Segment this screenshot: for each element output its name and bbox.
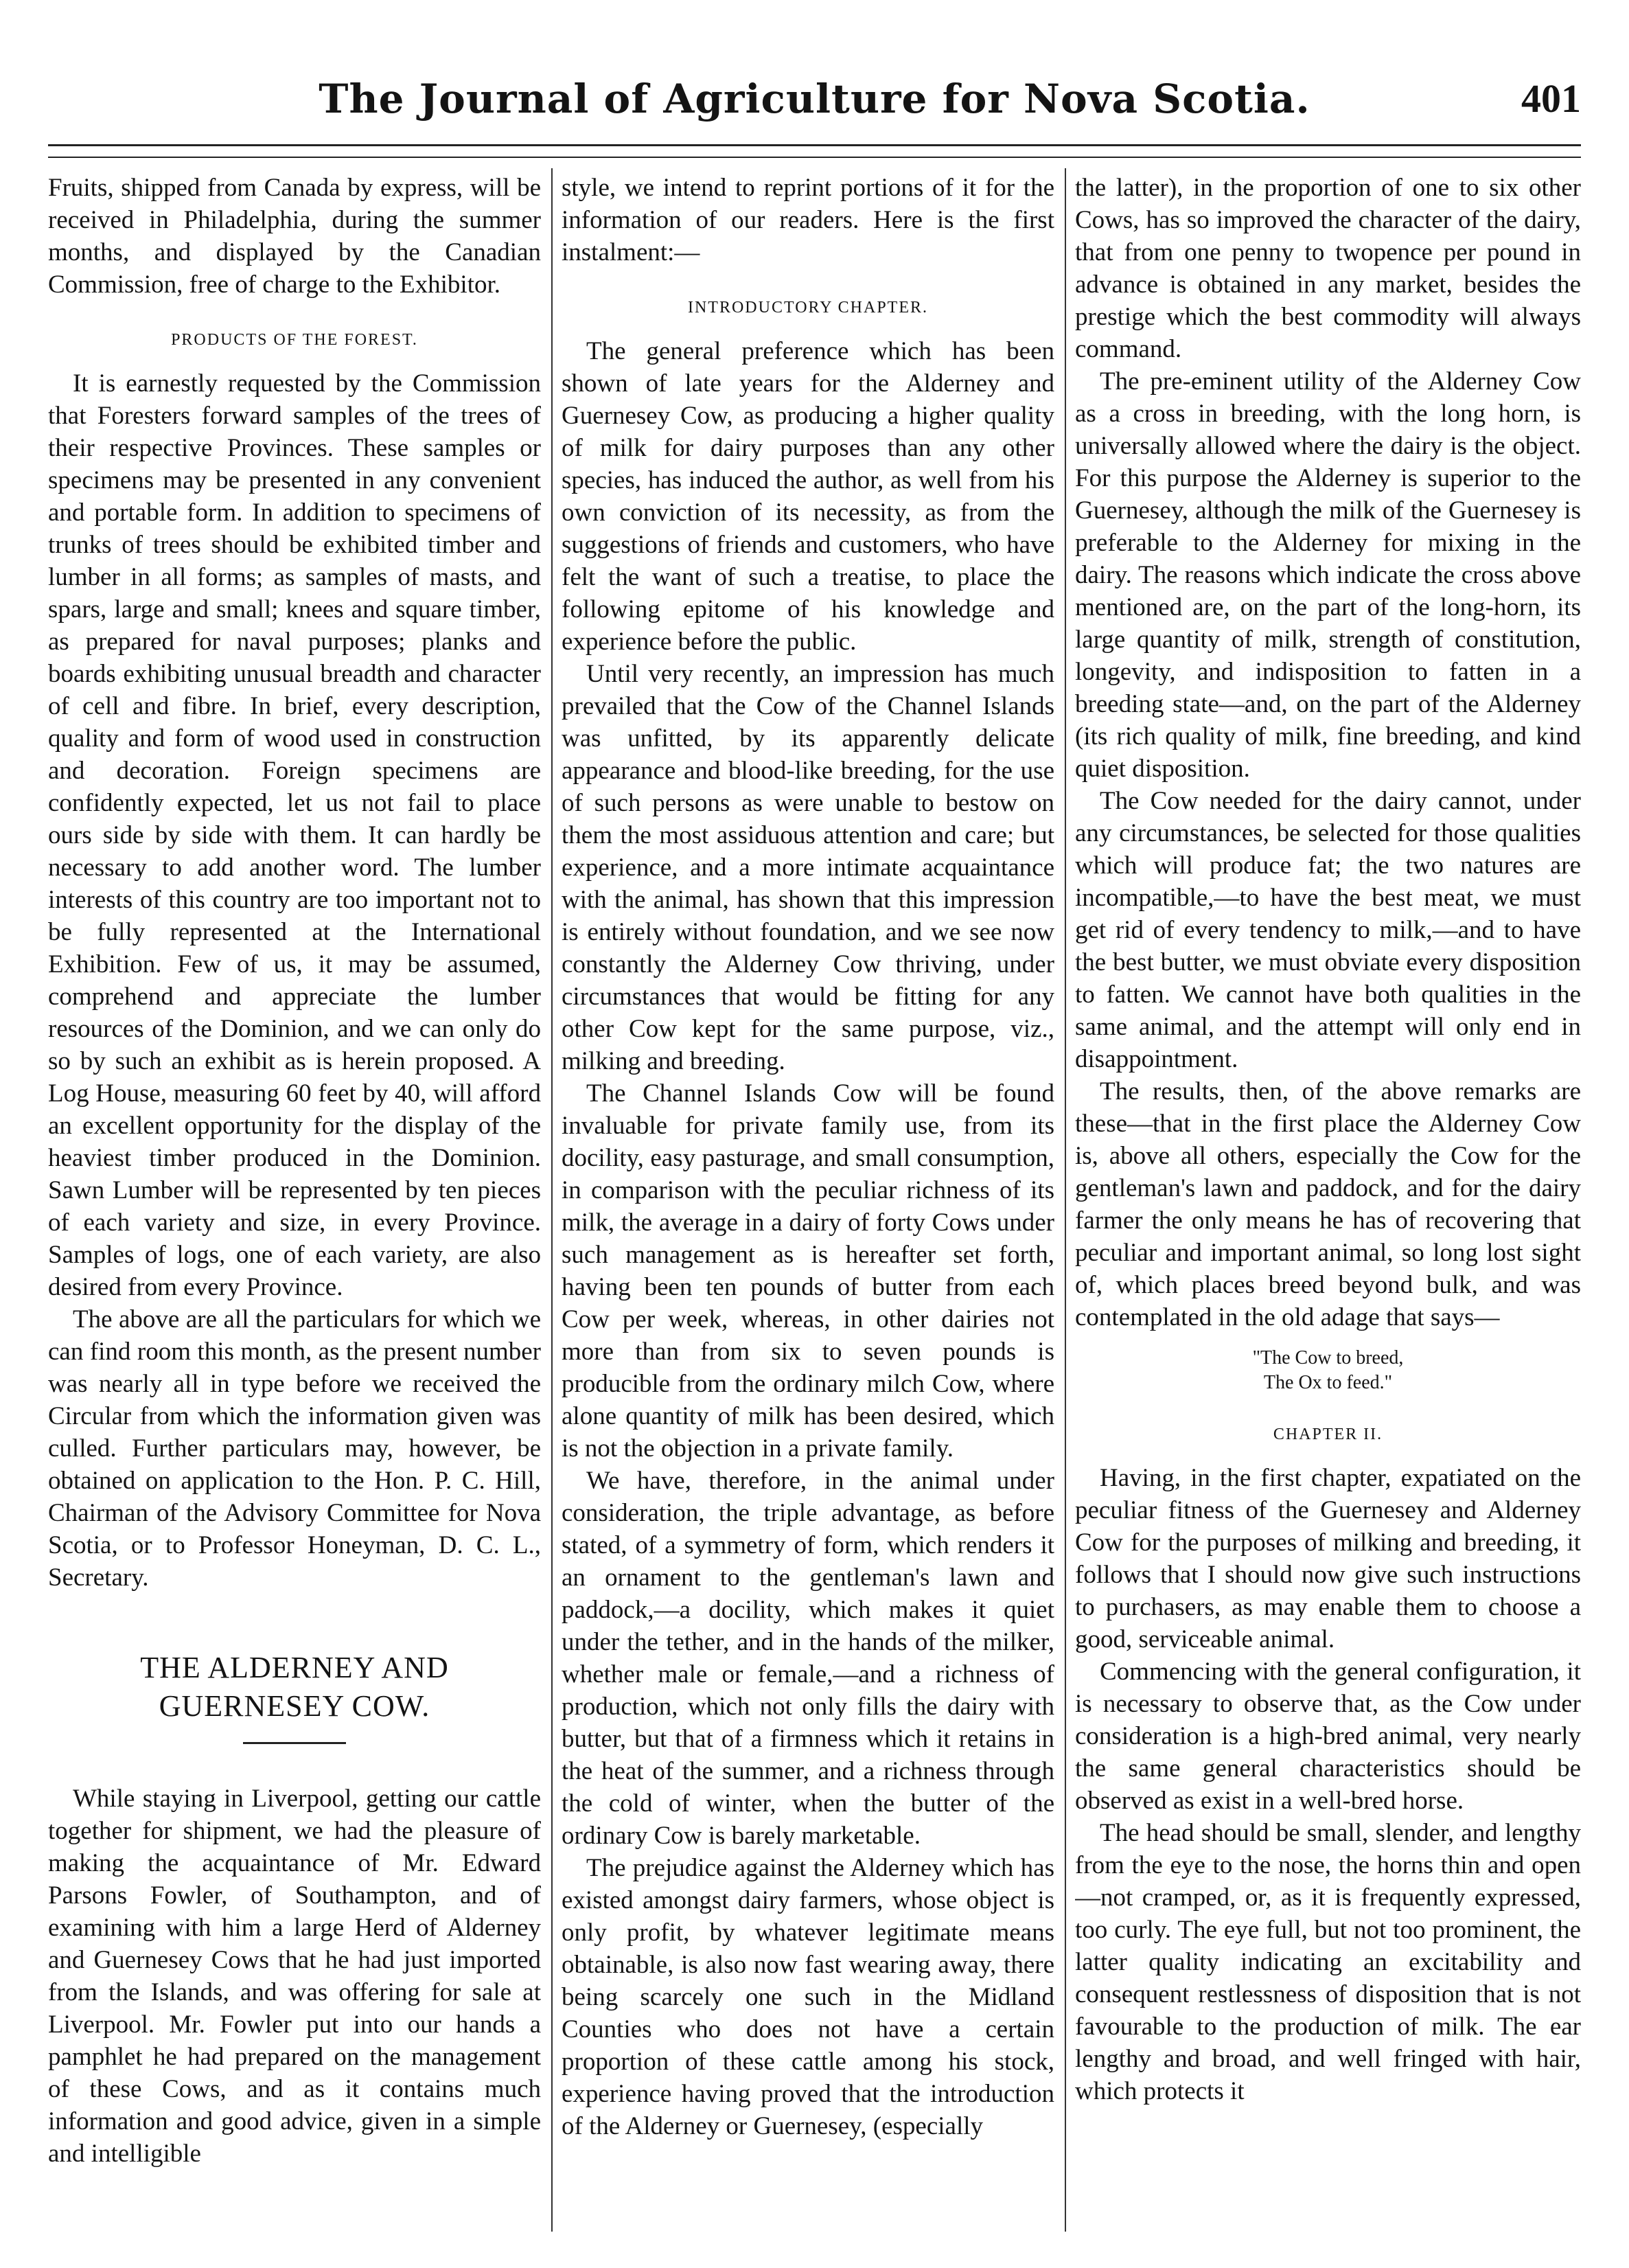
paragraph-channel-islands-cow: The Channel Islands Cow will be found invaluable for private family use, from its docility, easy pasturage, and small consumption, in comparison with the peculiar richness of its milk, the average in a dairy of forty Cows under such management as is hereafter set forth, having been ten pounds of butter from each Cow per week, whereas, in other dairies not more than from six to seven pounds is producible from the ordinary milch Cow, where alone quantity of milk has been desired, which is not the objection in a private family.	[562, 1079, 1054, 1463]
paragraph-liverpool: While staying in Liverpool, getting our cattle together for shipment, we had the pleasure of making the acquaintance of Mr. Edward Parsons Fowler, of Southampton, and of examining with him a large Herd of Alderney and Guernesey Cows that he had just imported from the Islands, and was offering for sale at Liverpool. Mr. Fowler put into our hands a pamphlet he had prepared on the management of these Cows, and as it contains much information and good advice, given in a simple and intelligible	[48, 1785, 541, 2168]
subhead-introductory-chapter: INTRODUCTORY CHAPTER.	[687, 299, 929, 317]
paragraph-first-chapter: Having, in the first chapter, expatiated on the peculiar fitness of the Guernesey and Alderney Cow for the purposes of milking and breeding, it follows that I should now give such instructions to purchasers, as may enable them to choose a good, serviceable animal.	[1075, 1464, 1581, 1653]
article-title: THE ALDERNEY AND GUERNESEY COW.	[140, 1651, 449, 1723]
page-number: 401	[1521, 76, 1581, 121]
paragraph-latter-continued: the latter), in the proportion of one to six other Cows, has so improved the character of the dairy, that from one penny to twopence per pound in advance is obtained in any market, besides the prestige which the best commodity will always command.	[1075, 174, 1581, 363]
journal-title: The Journal of Agriculture for Nova Scotia.	[319, 76, 1310, 122]
paragraph-particulars: The above are all the particulars for which we can find room this month, as the present number was nearly all in type before we received the Circular from which the information given was culled. Further particulars may, however, be obtained on application to the Hon. P. C. Hill, Chairman of the Advisory Committee for Nova Scotia, or to Professor Honeyman, D. C. L., Secretary.	[48, 1305, 541, 1592]
paragraph-prejudice: The prejudice against the Alderney which has existed amongst dairy farmers, whose object is only profit, by whatever legitimate means obtainable, is also now fast wearing away, there being scarcely one such in the Midland Counties who does not have a certain proportion of these cattle among his stock, experience having proved that the introduction of the Alderney or Guernesey, (especially	[562, 1854, 1054, 2140]
column-3	[1075, 172, 1581, 2232]
header-rule	[48, 144, 1581, 146]
title-rule	[243, 1742, 346, 1744]
paragraph-cow-needed: The Cow needed for the dairy cannot, under any circumstances, be selected for those qualities which will produce fat; the two natures are incompatible,—to have the best meat, we must get rid of every tendency to milk,—and to have the best butter, we must obviate every disposition to fatten. We cannot have both qualities in the same animal, and the attempt will only end in disappointment.	[1075, 787, 1581, 1073]
adage-line-1: "The Cow to breed,	[1252, 1347, 1404, 1368]
paragraph-general-preference: The general preference which has been shown of late years for the Alderney and Guernesey Cow, as producing a higher quality of milk for dairy purposes than any other species, has induced the author, as well from his own conviction of its necessity, as from the suggestions of friends and customers, who have felt the want of such a treatise, to place the following epitome of his knowledge and experience before the public.	[562, 337, 1054, 656]
paragraph-pre-eminent-utility: The pre-eminent utility of the Alderney Cow as a cross in breeding, with the long horn, is universally allowed where the dairy is the object. For this purpose the Alderney is superior to the Guernesey, although the milk of the Guernesey is preferable to the Alderney for mixing in the dairy. The reasons which indicate the cross above mentioned are, on the part of the long-horn, its large quantity of milk, strength of constitution, longevity, and indisposition to fatten in a breeding state—and, on the part of the Alderney (its rich quality of milk, fine breeding, and kind quiet disposition.	[1075, 367, 1581, 783]
column-divider-1	[551, 168, 553, 2232]
masthead	[48, 69, 1581, 144]
adage-verse	[1075, 1346, 1581, 1395]
paragraph-configuration: Commencing with the general configuration, it is necessary to observe that, as the Cow under consideration is a high-bred animal, very nearly the same general characteristics should be observed as exist in a well-bred horse.	[1075, 1658, 1581, 1815]
paragraph-triple-advantage: We have, therefore, in the animal under consideration, the triple advantage, as before stated, of a symmetry of form, which renders it an ornament to the gentleman's lawn and paddock,—a docility, which makes it quiet under the tether, and in the hands of the milker, whether male or female,—and a richness of production, which not only fills the dairy with butter, but that of a firmness which it retains in the heat of the summer, and a richness through the cold of winter, when the butter of the ordinary Cow is barely marketable.	[562, 1467, 1054, 1850]
paragraph-results: The results, then, of the above remarks are these—that in the first place the Alderney Cow is, above all others, especially the Cow for the gentleman's lawn and paddock, and for the dairy farmer the only means he has of recovering that peculiar and important animal, so long lost sight of, which places breed beyond bulk, and was contemplated in the old adage that says—	[1075, 1077, 1581, 1331]
column-divider-2	[1065, 168, 1066, 2232]
paragraph-head: The head should be small, slender, and lengthy from the eye to the nose, the horns thin and open—not cramped, or, as it is frequently expressed, too curly. The eye full, but not too prominent, the latter quality indicating an excitability and consequent restlessness of disposition that is not favourable to the production of milk. The ear lengthy and broad, and well fringed with hair, which protects it	[1075, 1819, 1581, 2105]
paragraph-style-continued: style, we intend to reprint portions of it for the information of our readers. Here is the first instalment:—	[562, 174, 1054, 266]
adage-line-2: The Ox to feed."	[1263, 1372, 1393, 1393]
paragraph-fruits: Fruits, shipped from Canada by express, will be received in Philadelphia, during the summer months, and displayed by the Canadian Commission, free of charge to the Exhibitor.	[48, 174, 541, 299]
header-rule-secondary	[48, 157, 1581, 158]
subhead-chapter-ii: CHAPTER II.	[1273, 1425, 1383, 1443]
paragraph-forest-samples: It is earnestly requested by the Commission that Foresters forward samples of the trees of their respective Provinces. These samples or specimens may be presented in any convenient and portable form. In addition to specimens of trunks of trees should be exhibited timber and lumber in all forms; as samples of masts, and spars, large and small; knees and square timber, as prepared for naval purposes; planks and boards exhibiting unusual breadth and character of cell and fibre. In brief, every description, quality and form of wood used in construction and decoration. Foreign specimens are confidently expected, let us not fail to place ours side by side with them. It can hardly be necessary to add another word. The lumber interests of this country are too important not to be fully represented at the International Exhibition. Few of us, it may be assumed, comprehend and appreciate the lumber resources of the Dominion, and we can only do so by such an exhibit as is herein proposed. A Log House, measuring 60 feet by 40, will afford an excellent opportunity for the display of the heaviest timber produced in the Dominion. Sawn Lumber will be represented by ten pieces of each variety and size, in every Province. Samples of logs, one of each variety, are also desired from every Province.	[48, 369, 541, 1301]
paragraph-until-recently: Until very recently, an impression has much prevailed that the Cow of the Channel Islands was unfitted, by its apparently delicate appearance and blood-like breeding, for the use of such persons as were unable to bestow on them the most assiduous attention and care; but experience, and a more intimate acquaintance with the animal, has shown that this impression is entirely without foundation, and we see now constantly the Alderney Cow thriving, under circumstances that would be fitting for any other Cow kept for the same purpose, viz., milking and breeding.	[562, 660, 1054, 1075]
subhead-products-of-forest: PRODUCTS OF THE FOREST.	[171, 331, 418, 349]
column-1	[48, 172, 541, 2232]
column-2	[562, 172, 1054, 2232]
